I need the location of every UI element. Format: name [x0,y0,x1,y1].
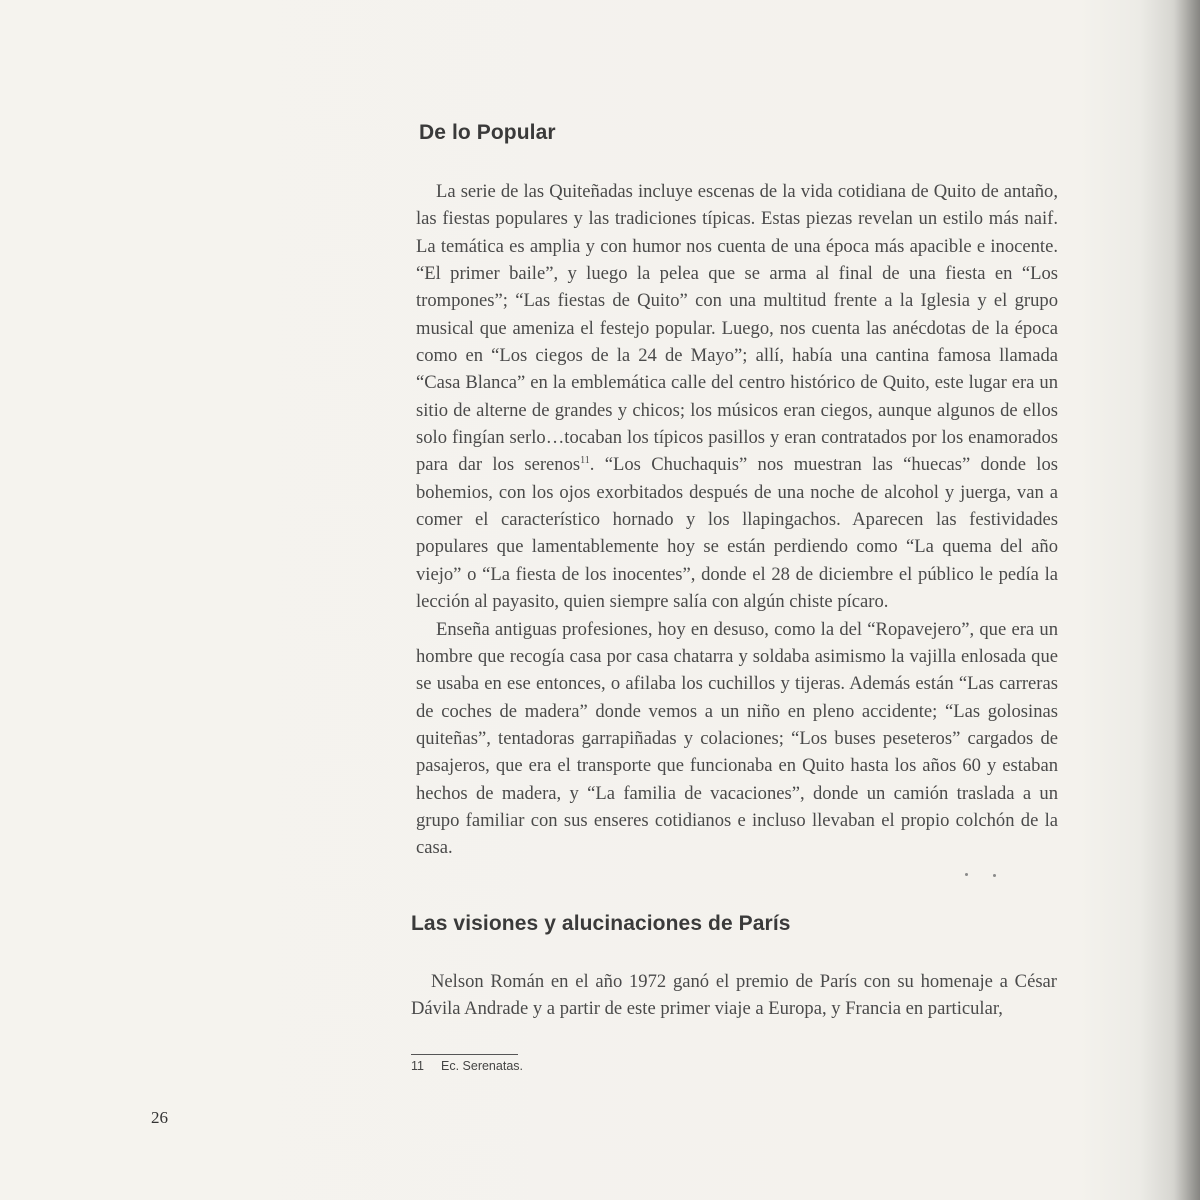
page-gutter-shadow [1174,0,1200,1200]
scan-speck [965,873,968,876]
section1-paragraph-2: Enseña antiguas profesiones, hoy en desuso, como la del “Ropavejero”, que era un hombre que recogía casa por casa chatarra y soldaba asimismo la vajilla enlosada que se usaba en ese entonces, o afilaba los cuchillos y tijeras. Además están “Las carreras de coches de madera” donde vemos a un niño en pleno accidente; “Las golosinas quiteñas”, tentadoras garrapiñadas y colaciones; “Los buses peseteros” cargados de pasajeros, que era el transporte que funcionaba en Quito hasta los años 60 y estaban hechos de madera, y “La familia de vacaciones”, donde un camión traslada a un grupo familiar con sus enseres cotidianos e incluso llevaban el propio colchón de la casa. [416,618,1058,859]
footnote-text: Ec. Serenatas. [441,1059,523,1073]
footnote [411,1059,523,1073]
section-heading-visiones-paris: Las visiones y alucinaciones de París [411,912,791,935]
section1-body [416,178,1058,862]
paragraph-text-continuation: . “Los Chuchaquis” nos muestran las “huecas” donde los bohemios, con los ojos exorbitados después de una noche de alcohol y juerga, van a comer el característico hornado y los llapingachos. Aparecen las festividades populares que lamentablemente hoy se están perdiendo como “La quema del año viejo” o “La fiesta de los inocentes”, donde el 28 de diciembre el público le pedía la lección al payasito, quien siempre salía con algún chiste pícaro. [416,454,1058,613]
footnote-divider [411,1054,518,1055]
section1-paragraph-1 [416,178,1058,616]
footnote-reference: 11 [580,455,590,467]
page-number: 26 [151,1108,168,1127]
paragraph-text: La serie de las Quiteñadas incluye escenas de la vida cotidiana de Quito de antaño, las fiestas populares y las tradiciones típicas. Estas piezas revelan un estilo más naif. La temática es amplia y con humor nos cuenta de una época más apacible e inocente. “El primer baile”, y luego la pelea que se arma al final de una fiesta en “Los trompones”; “Las fiestas de Quito” con una multitud frente a la Iglesia y el grupo musical que ameniza el festejo popular. Luego, nos cuenta las anécdotas de la época como en “Los ciegos de la 24 de Mayo”; allí, había una cantina famosa llamada “Casa Blanca” en la emblemática calle del centro histórico de Quito, este lugar era un sitio de alterne de grandes y chicos; los músicos eran ciegos, aunque algunos de ellos solo fingían serlo…tocaban los típicos pasillos y eran contratados por los enamorados para dar los serenos [416,181,1058,476]
scan-speck [993,874,996,877]
section2-paragraph-1: Nelson Román en el año 1972 ganó el premio de París con su homenaje a César Dávila Andrade y a partir de este primer viaje a Europa, y Francia en particular, [411,971,1057,1020]
section2-body [411,968,1057,1023]
section-heading-de-lo-popular: De lo Popular [419,121,556,144]
footnote-number: 11 [411,1059,424,1073]
